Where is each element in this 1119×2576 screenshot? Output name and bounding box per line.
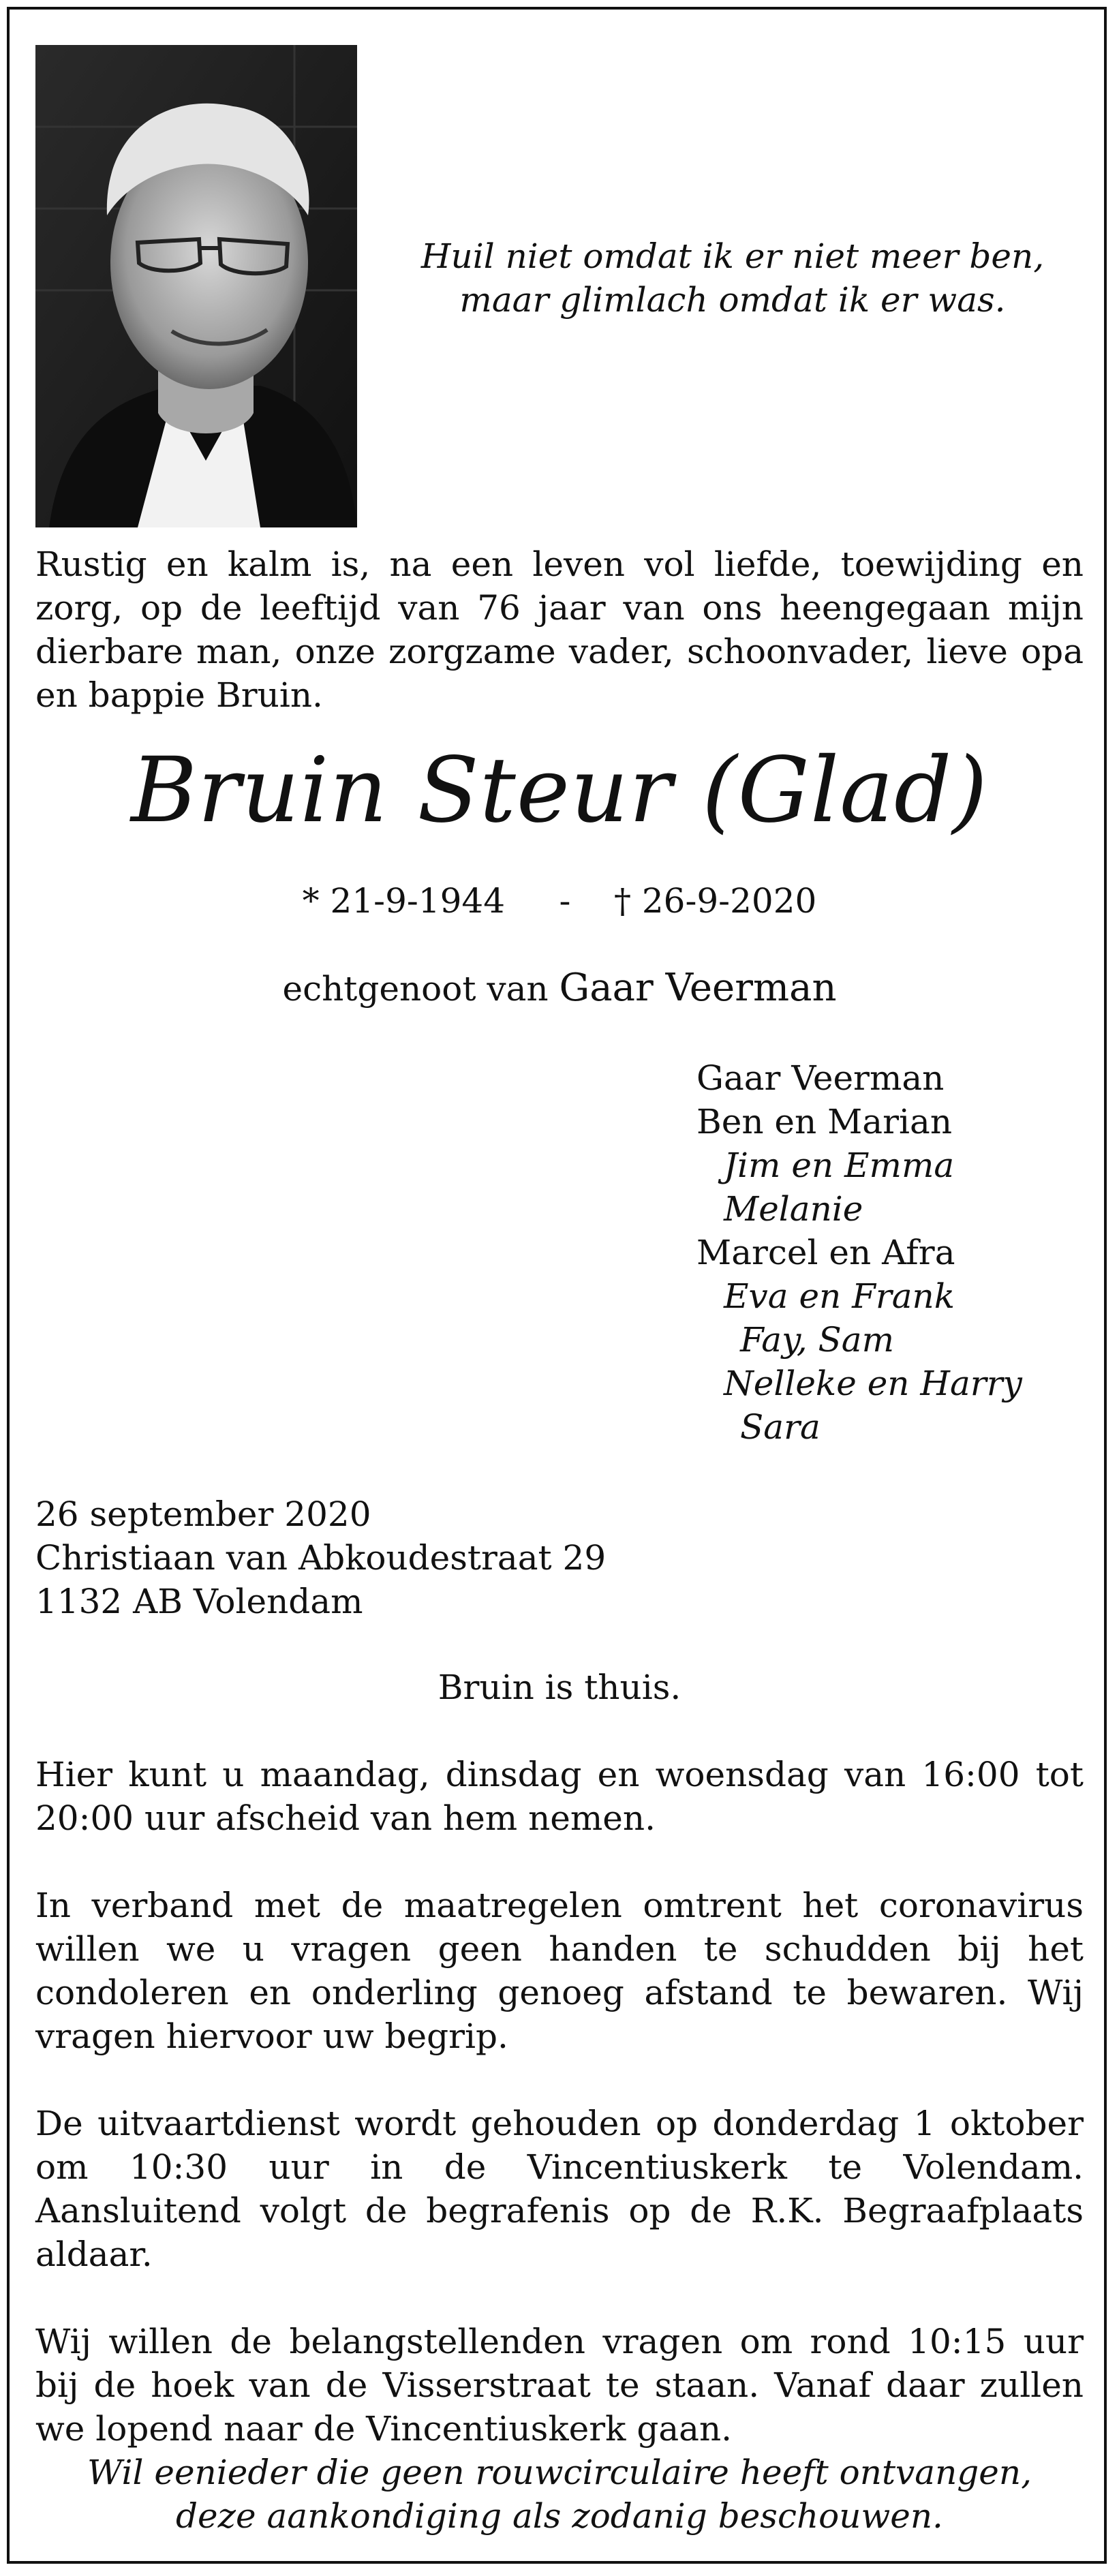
footer-note (35, 2451, 1084, 2538)
at-home-line: Bruin is thuis. (438, 1668, 681, 1707)
family-member: Sara (740, 1407, 821, 1447)
intro-paragraph: Rustig en kalm is, na een leven vol liefde, toewijding en zorg, op de leeftijd van 76 jaar van ons heengegaan mijn dierbare man, onze zorgzame vader, schoonvader, lieve opa en bappie Bruin. (35, 545, 1084, 715)
deceased-name: Bruin Steur (Glad) (131, 738, 988, 843)
life-dates: * 21-9-1944 - † 26-9-2020 (302, 881, 817, 921)
footer-line-1: Wil eenieder die geen rouwcirculaire heeft ontvangen, (87, 2453, 1032, 2492)
corona-paragraph: In verband met de maatregelen omtrent het coronavirus willen we u vragen geen handen te schudden bij het condoleren en onderling genoeg afstand te bewaren. Wij vragen hiervoor uw begrip. (35, 1886, 1084, 2056)
family-list (696, 1056, 1092, 1449)
spouse-prefix: echtgenoot van (282, 969, 549, 1009)
family-member: Melanie (724, 1189, 863, 1229)
service-paragraph: De uitvaartdienst wordt gehouden op donderdag 1 oktober om 10:30 uur in de Vincentiuskerk te Volendam. Aansluitend volgt de begrafenis op de R.K. Begraafplaats aldaar. (35, 2104, 1084, 2274)
visiting-paragraph: Hier kunt u maandag, dinsdag en woensdag van 16:00 tot 20:00 uur afscheid van hem nemen. (35, 1755, 1084, 1838)
family-member: Gaar Veerman (696, 1058, 945, 1098)
footer-line-2: deze aankondiging als zodanig beschouwen. (176, 2496, 943, 2536)
quote-line-2: maar glimlach omdat ik er was. (459, 280, 1006, 320)
notice-date: 26 september 2020 (35, 1494, 371, 1534)
family-member: Nelleke en Harry (724, 1364, 1022, 1403)
family-member: Marcel en Afra (696, 1233, 955, 1272)
family-member: Ben en Marian (696, 1102, 953, 1141)
family-member: Eva en Frank (724, 1276, 955, 1316)
family-member: Jim en Emma (724, 1146, 955, 1185)
procession-paragraph: Wij willen de belangstellenden vragen om rond 10:15 uur bij de hoek van de Visserstraat te staan. Vanaf daar zullen we lopend naar de Vincentiuskerk gaan. (35, 2322, 1084, 2449)
spouse-name: Gaar Veerman (559, 966, 837, 1010)
address-city: 1132 AB Volendam (35, 1582, 363, 1621)
portrait-photo (35, 45, 357, 527)
address-street: Christiaan van Abkoudestraat 29 (35, 1538, 607, 1578)
address-block (35, 1492, 717, 1623)
opening-quote (382, 234, 1084, 322)
family-member: Fay, Sam (740, 1320, 894, 1360)
arrangements (35, 1666, 1084, 2451)
quote-line-1: Huil niet omdat ik er niet meer ben, (420, 236, 1045, 276)
spouse-line (0, 966, 1119, 1011)
